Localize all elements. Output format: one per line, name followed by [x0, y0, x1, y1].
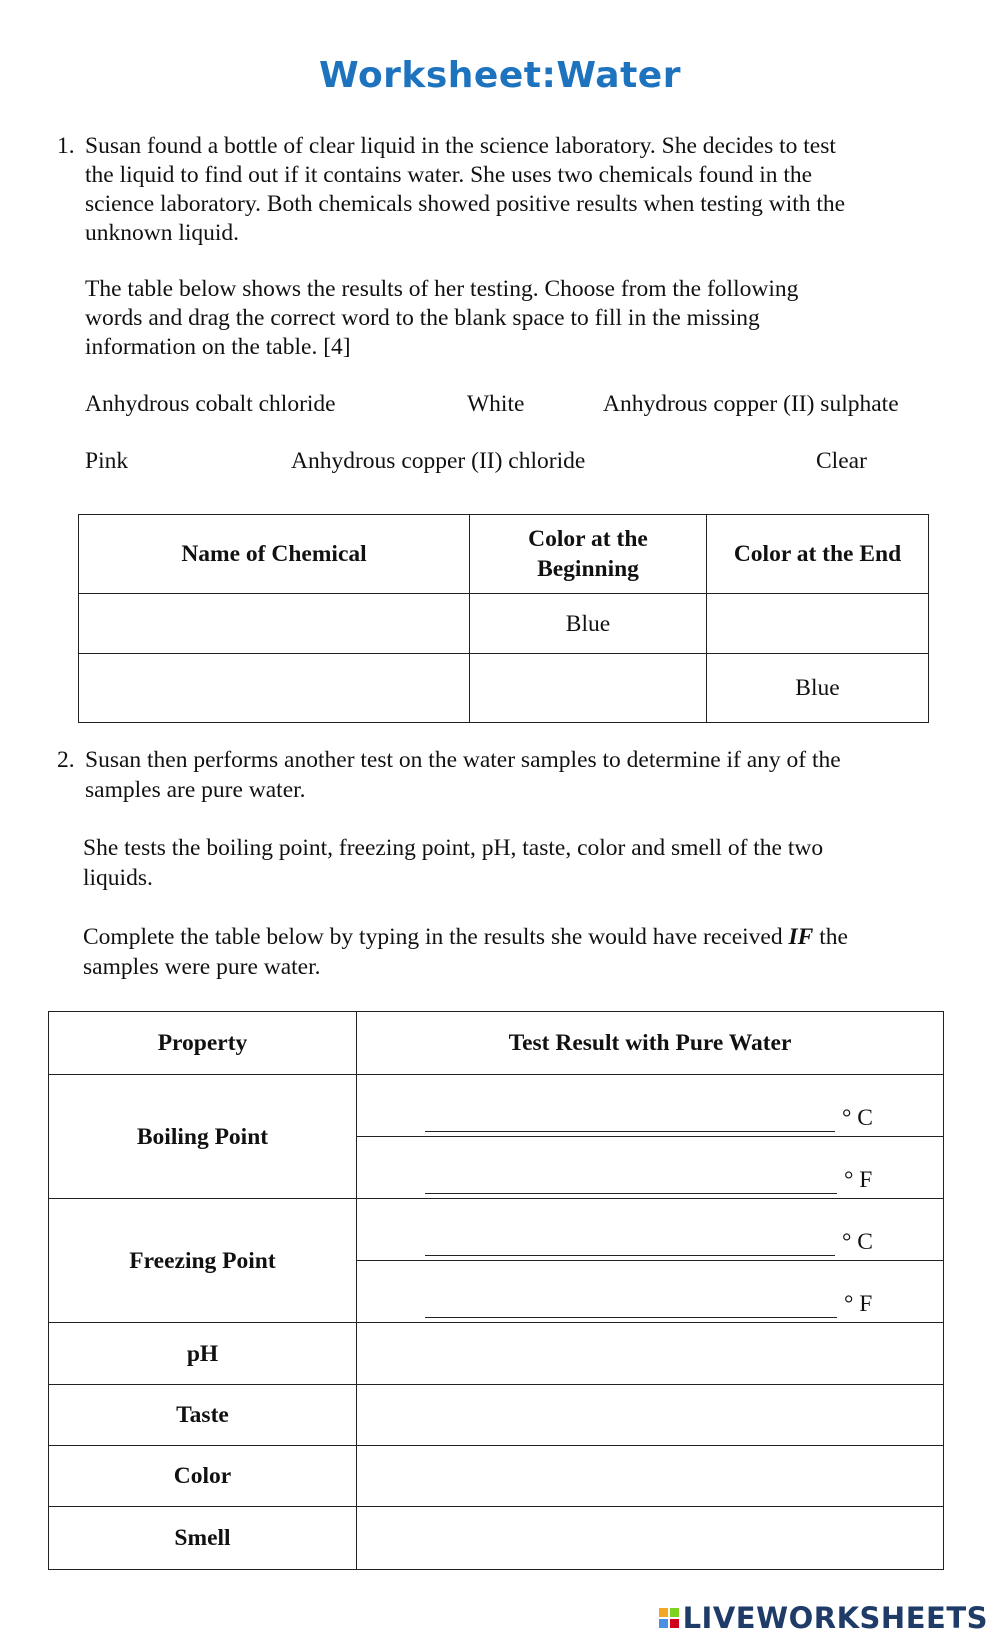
q1-instruction-line: The table below shows the results of her testing. Choose from the following [85, 276, 799, 302]
question-1-instructions [85, 274, 798, 362]
q2-line: Susan then performs another test on the water samples to determine if any of the [85, 747, 841, 773]
question-2-text [85, 745, 841, 805]
property-smell: Smell [49, 1507, 357, 1570]
emphasis-if: IF [788, 924, 814, 950]
q1-instruction-line: words and drag the correct word to the blank space to fill in the missing [85, 305, 760, 331]
boiling-point-fahrenheit-input[interactable] [425, 1193, 837, 1194]
ph-input[interactable] [357, 1323, 944, 1385]
property-freezing-point: Freezing Point [49, 1199, 357, 1323]
chemical-results-table [78, 514, 929, 723]
question-2-paragraph-2 [83, 833, 823, 893]
liveworksheets-logo-icon [659, 1608, 679, 1628]
logo-square [670, 1619, 679, 1628]
header-color-beginning: Color at the Beginning [470, 515, 707, 594]
pure-water-properties-table [48, 1011, 944, 1570]
property-boiling-point: Boiling Point [49, 1075, 357, 1199]
cell-color-beginning-1: Blue [470, 594, 707, 654]
q2-para2-line: She tests the boiling point, freezing point, pH, taste, color and smell of the two [83, 835, 824, 861]
freezing-point-celsius-input[interactable] [425, 1255, 835, 1256]
header-property: Property [49, 1012, 357, 1075]
word-pink[interactable]: Pink [85, 448, 129, 474]
liveworksheets-logo [659, 1600, 988, 1636]
q1-line: the liquid to find out if it contains water. She uses two chemicals found in the [85, 162, 813, 188]
worksheet-title: Worksheet:Water [319, 55, 681, 96]
drop-zone-color-beginning-2[interactable] [470, 654, 707, 723]
boiling-point-celsius-cell [357, 1075, 944, 1137]
drop-zone-chemical-1[interactable] [79, 594, 470, 654]
property-taste: Taste [49, 1385, 357, 1446]
word-anhydrous-copper-ii-sulphate[interactable]: Anhydrous copper (II) sulphate [603, 391, 899, 417]
q1-line: unknown liquid. [85, 220, 240, 246]
question-2-paragraph-3 [83, 922, 848, 982]
boiling-point-celsius-input[interactable] [425, 1131, 835, 1132]
unit-celsius: ° C [842, 1229, 873, 1255]
q1-line: science laboratory. Both chemicals showed positive results when testing with the [85, 191, 846, 217]
unit-celsius: ° C [842, 1105, 873, 1131]
unit-fahrenheit: ° F [844, 1291, 873, 1317]
header-test-result: Test Result with Pure Water [357, 1012, 944, 1075]
logo-square [659, 1608, 668, 1617]
q1-instruction-line: information on the table. [4] [85, 334, 351, 360]
question-1-number: 1. [57, 133, 75, 159]
logo-text: LIVEWORKSHEETS [682, 1601, 988, 1635]
color-input[interactable] [357, 1446, 944, 1507]
q2-para2-line: liquids. [83, 865, 153, 891]
q2-para3-line: samples were pure water. [83, 954, 321, 980]
word-clear[interactable]: Clear [816, 448, 867, 474]
taste-input[interactable] [357, 1385, 944, 1446]
boiling-point-fahrenheit-cell [357, 1137, 944, 1199]
word-anhydrous-copper-ii-chloride[interactable]: Anhydrous copper (II) chloride [291, 448, 586, 474]
unit-fahrenheit: ° F [844, 1167, 873, 1193]
freezing-point-fahrenheit-cell [357, 1261, 944, 1323]
word-anhydrous-cobalt-chloride[interactable]: Anhydrous cobalt chloride [85, 391, 336, 417]
property-color: Color [49, 1446, 357, 1507]
logo-square [659, 1619, 668, 1628]
freezing-point-celsius-cell [357, 1199, 944, 1261]
header-name-of-chemical: Name of Chemical [79, 515, 470, 594]
word-white[interactable]: White [467, 391, 525, 417]
property-ph: pH [49, 1323, 357, 1385]
drop-zone-color-end-1[interactable] [707, 594, 929, 654]
q2-para3-line: Complete the table below by typing in the results she would have received IF the [83, 924, 848, 950]
q1-line: Susan found a bottle of clear liquid in the science laboratory. She decides to test [85, 133, 836, 159]
drop-zone-chemical-2[interactable] [79, 654, 470, 723]
smell-input[interactable] [357, 1507, 944, 1570]
q2-line: samples are pure water. [85, 777, 306, 803]
question-1-text [85, 131, 845, 248]
freezing-point-fahrenheit-input[interactable] [425, 1317, 837, 1318]
question-2-number: 2. [57, 747, 75, 773]
header-color-end: Color at the End [707, 515, 929, 594]
logo-square [670, 1608, 679, 1617]
cell-color-end-2: Blue [707, 654, 929, 723]
